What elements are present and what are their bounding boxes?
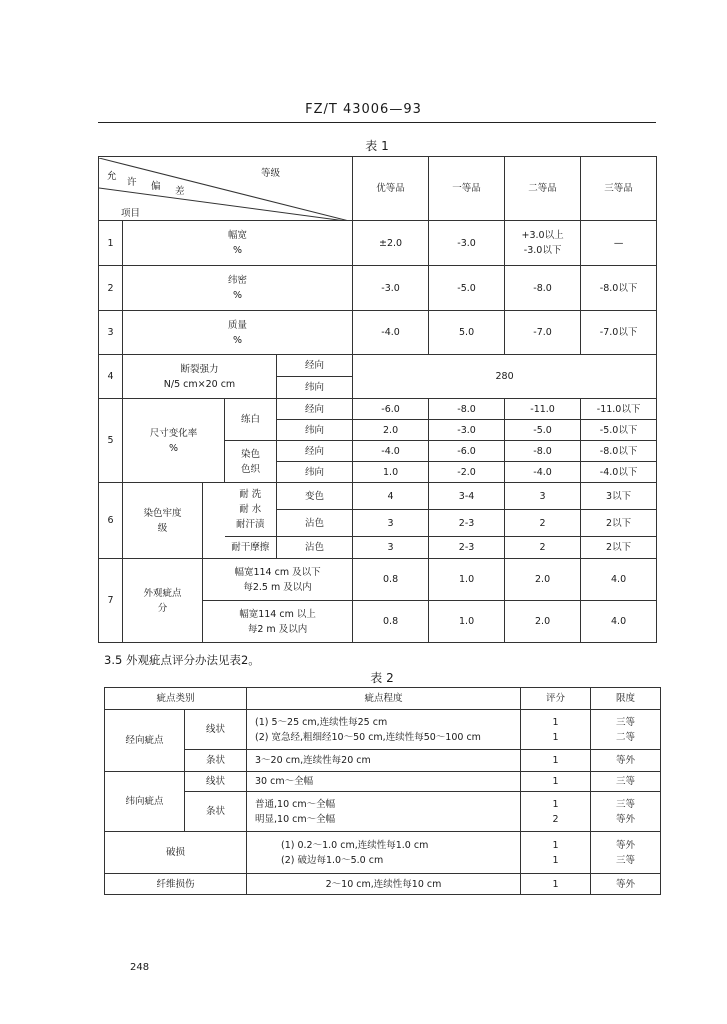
value-cell: 1.0 <box>353 462 429 483</box>
value-cell: 2 <box>505 510 581 537</box>
limit-cell: 等外 三等 <box>591 832 661 874</box>
corner-dev-3: 偏 <box>151 180 161 192</box>
standard-code: FZ/T 43006—93 <box>305 102 422 117</box>
limit-cell: 三等 二等 <box>591 710 661 750</box>
row-number: 1 <box>99 221 123 266</box>
direction-label: 沾色 <box>277 510 353 537</box>
type-cell: 线状 <box>185 772 247 792</box>
desc-cell: (1) 0.2～1.0 cm,连续性每1.0 cm (2) 破边每1.0～5.0 cm <box>247 832 521 874</box>
value-cell: 4.0 <box>581 559 657 601</box>
corner-dev-4: 差 <box>175 185 185 197</box>
corner-dev-2: 许 <box>127 176 137 188</box>
grade-header: 二等品 <box>505 157 581 221</box>
value-cell: -4.0 <box>353 311 429 355</box>
group-label: 练白 <box>225 399 277 441</box>
group-label: 染色 色织 <box>225 441 277 483</box>
category-cell: 经向疵点 <box>105 710 185 772</box>
value-cell: -7.0 <box>505 311 581 355</box>
grade-header: 三等品 <box>581 157 657 221</box>
table-row <box>105 832 661 874</box>
value-cell: 3 <box>353 510 429 537</box>
value-cell: -8.0以下 <box>581 441 657 462</box>
value-cell: 4.0 <box>581 601 657 643</box>
table-row <box>105 874 661 895</box>
table2-header: 评分 <box>521 688 591 710</box>
row-name: 外观疵点 分 <box>123 559 203 643</box>
value-cell: -5.0 <box>429 266 505 311</box>
value-cell: -11.0 <box>505 399 581 420</box>
score-cell: 1 1 <box>521 832 591 874</box>
score-cell: 1 <box>521 750 591 772</box>
category-cell: 纤维损伤 <box>105 874 247 895</box>
desc-cell: 3～20 cm,连续性每20 cm <box>247 750 521 772</box>
row-number: 7 <box>99 559 123 643</box>
value-cell: 0.8 <box>353 559 429 601</box>
value-cell: -4.0 <box>353 441 429 462</box>
table2-caption: 表 2 <box>370 671 394 685</box>
table1-row <box>99 399 657 420</box>
value-cell: 2.0 <box>505 559 581 601</box>
direction-label: 经向 <box>277 441 353 462</box>
row-name: 幅宽 % <box>123 221 353 266</box>
table1-row <box>99 483 657 510</box>
limit-cell: 等外 <box>591 874 661 895</box>
value-cell: -3.0 <box>429 420 505 441</box>
corner-item: 项目 <box>121 207 141 219</box>
value-cell: -6.0 <box>429 441 505 462</box>
value-cell: 3 <box>353 537 429 559</box>
row-number: 2 <box>99 266 123 311</box>
score-cell: 1 1 <box>521 710 591 750</box>
desc-cell: 30 cm～全幅 <box>247 772 521 792</box>
value-cell: -6.0 <box>353 399 429 420</box>
value-cell: -8.0 <box>505 441 581 462</box>
table2-header: 限度 <box>591 688 661 710</box>
score-cell: 1 <box>521 874 591 895</box>
row-number: 6 <box>99 483 123 559</box>
row-name: 纬密 % <box>123 266 353 311</box>
value-cell: -5.0以下 <box>581 420 657 441</box>
table-row <box>105 792 661 832</box>
row-number: 4 <box>99 355 123 399</box>
type-cell: 条状 <box>185 792 247 832</box>
direction-label: 经向 <box>277 399 353 420</box>
table1-row <box>99 311 657 355</box>
score-cell: 1 <box>521 772 591 792</box>
value-cell: 4 <box>353 483 429 510</box>
value-cell: 3 <box>505 483 581 510</box>
table1-row <box>99 266 657 311</box>
table-row <box>105 710 661 750</box>
category-cell: 破损 <box>105 832 247 874</box>
corner-grade: 等级 <box>261 167 281 179</box>
value-cell: 1.0 <box>429 559 505 601</box>
value-cell: 2.0 <box>505 601 581 643</box>
table2 <box>104 687 661 895</box>
direction-label: 纬向 <box>277 462 353 483</box>
type-cell: 线状 <box>185 710 247 750</box>
direction-label: 纬向 <box>277 377 353 399</box>
value-cell: 2-3 <box>429 537 505 559</box>
desc-cell: (1) 5～25 cm,连续性每25 cm (2) 宽急经,粗细经10～50 cm,连续性每50～100 cm <box>247 710 521 750</box>
category-cell: 纬向疵点 <box>105 772 185 832</box>
value-cell: -3.0 <box>353 266 429 311</box>
score-cell: 1 2 <box>521 792 591 832</box>
direction-label: 变色 <box>277 483 353 510</box>
row-name: 尺寸变化率 % <box>123 399 225 483</box>
value-cell: ±2.0 <box>353 221 429 266</box>
direction-label: 经向 <box>277 355 353 377</box>
value-cell: -8.0 <box>429 399 505 420</box>
table1-row <box>99 559 657 601</box>
row-number: 5 <box>99 399 123 483</box>
limit-cell: 三等 <box>591 772 661 792</box>
value-cell: 1.0 <box>429 601 505 643</box>
desc-cell: 普通,10 cm～全幅 明显,10 cm～全幅 <box>247 792 521 832</box>
value-cell: 0.8 <box>353 601 429 643</box>
section-3-5: 3.5 外观疵点评分办法见表2。 <box>104 653 260 667</box>
value-cell: 280 <box>353 355 657 399</box>
row-name: 质量 % <box>123 311 353 355</box>
row-name: 断裂强力 N/5 cm×20 cm <box>123 355 277 399</box>
value-cell: -5.0 <box>505 420 581 441</box>
table-row <box>105 750 661 772</box>
value-cell: -4.0 <box>505 462 581 483</box>
value-cell: -11.0以下 <box>581 399 657 420</box>
table1 <box>98 156 657 643</box>
condition-cell: 幅宽114 cm 以上 每2 m 及以内 <box>203 601 353 643</box>
value-cell: — <box>581 221 657 266</box>
value-cell: -3.0 <box>429 221 505 266</box>
value-cell: -8.0以下 <box>581 266 657 311</box>
corner-dev-1: 允 <box>107 170 117 182</box>
limit-cell: 三等 等外 <box>591 792 661 832</box>
value-cell: 2.0 <box>353 420 429 441</box>
value-cell: -4.0以下 <box>581 462 657 483</box>
value-cell: -8.0 <box>505 266 581 311</box>
table2-header: 疵点程度 <box>247 688 521 710</box>
type-cell: 条状 <box>185 750 247 772</box>
value-cell: 3以下 <box>581 483 657 510</box>
desc-cell: 2～10 cm,连续性每10 cm <box>247 874 521 895</box>
table2-header: 疵点类别 <box>105 688 247 710</box>
value-cell: -2.0 <box>429 462 505 483</box>
row-number: 3 <box>99 311 123 355</box>
table1-row <box>99 221 657 266</box>
table1-caption: 表 1 <box>365 139 389 153</box>
value-cell: 5.0 <box>429 311 505 355</box>
table1-corner <box>99 157 353 221</box>
grade-header: 优等品 <box>353 157 429 221</box>
direction-label: 纬向 <box>277 420 353 441</box>
condition-cell: 幅宽114 cm 及以下 每2.5 m 及以内 <box>203 559 353 601</box>
limit-cell: 等外 <box>591 750 661 772</box>
value-cell: 2以下 <box>581 537 657 559</box>
value-cell: 2以下 <box>581 510 657 537</box>
value-cell: 2 <box>505 537 581 559</box>
header-rule <box>98 122 656 123</box>
direction-label: 沾色 <box>277 537 353 559</box>
value-cell: +3.0以上 -3.0以下 <box>505 221 581 266</box>
value-cell: 2-3 <box>429 510 505 537</box>
row-name: 染色牢度 级 <box>123 483 203 559</box>
page-number: 248 <box>130 962 150 973</box>
value-cell: 3-4 <box>429 483 505 510</box>
grade-header: 一等品 <box>429 157 505 221</box>
value-cell: -7.0以下 <box>581 311 657 355</box>
table-row <box>105 772 661 792</box>
table1-row <box>99 355 657 377</box>
dry-rub-label: 耐干摩擦 <box>225 537 277 559</box>
fastness-tests: 耐 洗 耐 水 耐汗渍 <box>225 483 277 537</box>
